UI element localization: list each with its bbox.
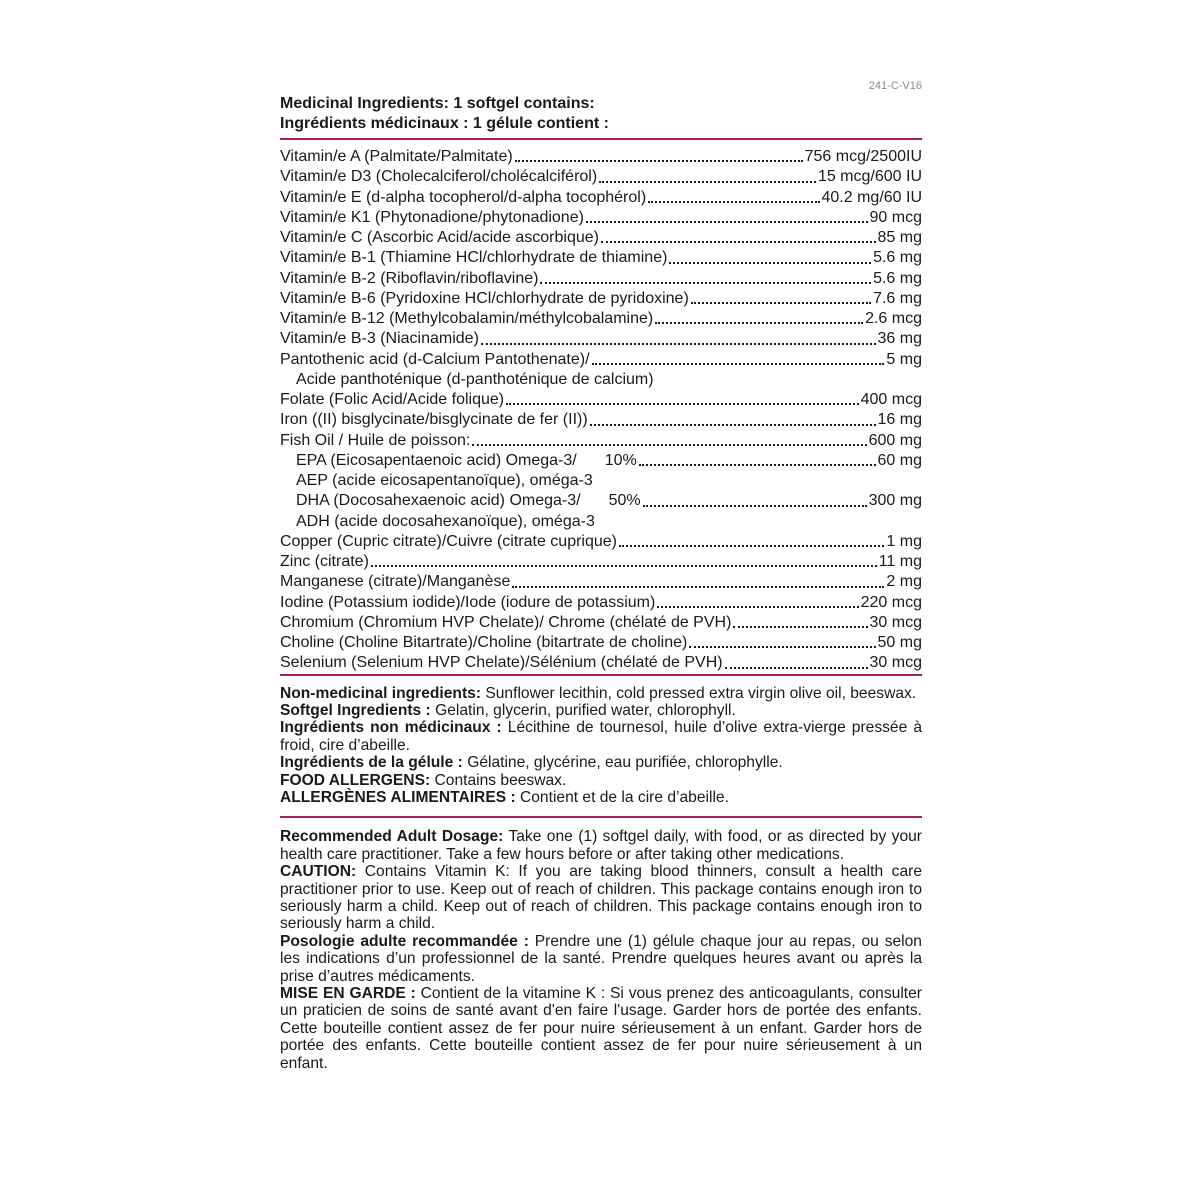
ingredient-amount: 36 mg [877, 330, 922, 348]
ingredient-name: EPA (Eicosapentaenoic acid) Omega-3/ [296, 451, 577, 469]
paragraph [280, 789, 922, 806]
paragraph-text: Sunflower lecithin, cold pressed extra virgin olive oil, beeswax. [485, 684, 917, 702]
dot-leader [619, 545, 884, 547]
ingredient-row [280, 167, 922, 187]
ingredient-row [280, 491, 922, 511]
paragraph [280, 863, 922, 933]
paragraph-text: Gélatine, glycérine, eau purifiée, chlorophylle. [467, 754, 783, 772]
paragraph-text: Contains beeswax. [434, 771, 567, 789]
ingredient-row [280, 188, 922, 208]
paragraph-text: Contient de la vitamine K : Si vous prenez des anticoagulants, consulter un praticien de soins de santé avant d'en faire l'usage. Garder hors de portée des enfants. Cette bouteille contient assez de fer pour nuire sérieusement à un enfant. Garder hors de portée des enfants. Cette bouteille contient assez de fer pour nuire sérieusement à un enfant. [280, 985, 922, 1072]
ingredient-row [280, 572, 922, 592]
ingredient-row [280, 410, 922, 430]
ingredient-name: Iron ((II) bisglycinate/bisglycinate de fer (II)) [280, 411, 588, 429]
ingredient-row [280, 269, 922, 289]
paragraph [280, 754, 922, 771]
dot-leader [657, 606, 858, 608]
ingredient-name: Vitamin/e E (d-alpha tocopherol/d-alpha tocophérol) [280, 188, 647, 206]
paragraph-label: Ingrédients de la gélule : [280, 754, 463, 772]
ingredient-name: Vitamin/e B-12 (Methylcobalamin/méthylcobalamine) [280, 310, 654, 327]
paragraph-label: Recommended Adult Dosage: [280, 828, 504, 846]
ingredient-amount: 220 mcg [860, 593, 922, 611]
dot-leader [515, 160, 803, 162]
paragraph-text: Contains Vitamin K: If you are taking blood thinners, consult a health care practitioner prior to use. Keep out of reach of children. This package contains enough iron to seriously harm a child. Keep out of reach of children. This package contains enough iron to seriously harm a child. [280, 863, 922, 933]
ingredient-name: DHA (Docosahexaenoic acid) Omega-3/ [296, 492, 581, 510]
ingredient-name: Chromium (Chromium HVP Chelate)/ Chrome (chélaté de PVH) [280, 613, 732, 631]
ingredient-row [280, 552, 922, 572]
ingredient-name: Iodine (Potassium iodide)/Iode (iodure de potassium) [280, 593, 656, 611]
paragraph-text: Contient et de la cire d’abeille. [520, 788, 729, 806]
paragraph-label: Non-medicinal ingredients: [280, 684, 482, 702]
paragraph [280, 828, 922, 863]
ingredient-row [280, 593, 922, 613]
ingredient-row [280, 633, 922, 653]
dot-leader [689, 646, 875, 648]
ingredient-row [280, 653, 922, 673]
non-medicinal-section [280, 676, 922, 817]
ingredient-continuation: AEP (acide eicosapentanoïque), oméga-3 [296, 472, 593, 489]
ingredient-name: Fish Oil / Huile de poisson: [280, 431, 471, 449]
ingredient-row [280, 350, 922, 370]
ingredient-row [280, 147, 922, 167]
dot-leader [592, 363, 885, 365]
dot-leader [599, 181, 816, 183]
ingredient-amount: 5.6 mg [873, 269, 922, 287]
dot-leader [691, 302, 871, 304]
ingredient-row [280, 309, 922, 329]
dot-leader [669, 262, 871, 264]
ingredient-name: Vitamin/e C (Ascorbic Acid/acide ascorbique) [280, 229, 599, 246]
ingredient-amount: 756 mcg/2500IU [804, 148, 922, 165]
ingredient-row [280, 208, 922, 228]
ingredient-row [280, 329, 922, 349]
ingredient-amount: 2 mg [886, 573, 922, 591]
ingredient-percent: 10% [604, 451, 637, 469]
ingredient-amount: 16 mg [877, 411, 922, 429]
dot-leader [725, 667, 868, 669]
ingredient-row [280, 451, 922, 471]
medicinal-header-fr: Ingrédients médicinaux : 1 gélule contient : [280, 115, 609, 132]
dot-leader [472, 444, 866, 446]
ingredient-amount: 600 mg [868, 431, 922, 449]
paragraph-label: MISE EN GARDE : [280, 985, 416, 1002]
paragraph [280, 719, 922, 754]
ingredient-row [280, 613, 922, 633]
paragraph-label: CAUTION: [280, 863, 357, 881]
ingredient-amount: 30 mcg [869, 613, 922, 631]
dot-leader [601, 241, 876, 243]
ingredient-name: Manganese (citrate)/Manganèse [280, 573, 511, 591]
ingredient-row [280, 289, 922, 309]
dot-leader [655, 322, 863, 324]
supplement-facts-panel [280, 94, 922, 1072]
dot-leader [733, 626, 867, 628]
paragraph-label: Posologie adulte recommandée : [280, 932, 529, 950]
ingredient-amount: 11 mg [878, 553, 922, 570]
ingredient-name: Vitamin/e B-6 (Pyridoxine HCl/chlorhydrate de pyridoxine) [280, 289, 689, 307]
ingredient-name: Zinc (citrate) [280, 553, 369, 570]
ingredient-amount: 2.6 mcg [865, 310, 922, 327]
ingredient-amount: 50 mg [877, 634, 922, 651]
ingredient-continuation: ADH (acide docosahexanoïque), oméga-3 [296, 512, 595, 530]
ingredient-amount: 5 mg [886, 350, 922, 368]
paragraph-label: FOOD ALLERGENS: [280, 771, 431, 789]
dot-leader [643, 505, 867, 507]
paragraph [280, 933, 922, 985]
ingredient-amount: 1 mg [886, 532, 922, 550]
paragraph-label: ALLERGÈNES ALIMENTAIRES : [280, 788, 516, 806]
ingredient-amount: 15 mcg/600 IU [817, 168, 922, 186]
dot-leader [506, 403, 859, 405]
ingredient-name: Copper (Cupric citrate)/Cuivre (citrate cuprique) [280, 532, 617, 550]
ingredient-amount: 85 mg [877, 229, 922, 246]
dot-leader [586, 221, 868, 223]
ingredient-name: Pantothenic acid (d-Calcium Pantothenate)/ [280, 350, 590, 368]
ingredient-percent: 50% [608, 492, 641, 510]
ingredient-continuation: Acide panthoténique (d-panthoténique de calcium) [296, 370, 654, 388]
ingredient-amount: 60 mg [877, 451, 922, 469]
paragraph-label: Ingrédients non médicinaux : [280, 719, 502, 737]
paragraph [280, 702, 922, 719]
ingredient-name: Vitamin/e D3 (Cholecalciferol/cholécalciférol) [280, 168, 598, 186]
paragraph-text: Lécithine de tournesol, huile d’olive extra-vierge pressée à froid, cire d’abeille. [280, 719, 922, 754]
paragraph-text: Gelatin, glycerin, purified water, chlorophyll. [435, 701, 736, 719]
paragraph-text: Take one (1) softgel daily, with food, or as directed by your health care practitioner. Take a few hours before or after taking other medications. [280, 828, 922, 863]
ingredient-amount: 40.2 mg/60 IU [821, 188, 922, 206]
paragraph-text: Prendre une (1) gélule chaque jour au repas, ou selon les indications d’un professionnel de la santé. Prendre quelques heures avant ou après la prise d’autres médicaments. [280, 932, 922, 985]
paragraph [280, 685, 922, 702]
ingredient-name: Vitamin/e B-1 (Thiamine HCl/chlorhydrate de thiamine) [280, 249, 668, 267]
dot-leader [481, 343, 876, 345]
dot-leader [590, 424, 876, 426]
dosage-section [280, 818, 922, 1072]
ingredient-name: Folate (Folic Acid/Acide folique) [280, 391, 505, 408]
paragraph [280, 772, 922, 789]
dot-leader [648, 201, 819, 203]
ingredient-amount: 5.6 mg [873, 249, 922, 267]
ingredient-name: Vitamin/e K1 (Phytonadione/phytonadione) [280, 208, 584, 226]
medicinal-header-en: Medicinal Ingredients: 1 softgel contains: [280, 95, 595, 112]
ingredient-amount: 30 mcg [869, 654, 922, 672]
ingredient-name: Vitamin/e B-3 (Niacinamide) [280, 330, 479, 348]
ingredient-row [280, 390, 922, 410]
dot-leader [540, 282, 871, 284]
ingredient-amount: 300 mg [868, 492, 922, 510]
ingredient-amount: 90 mcg [869, 208, 922, 226]
label-code: 241-C-V16 [868, 80, 922, 92]
ingredient-name: Choline (Choline Bitartrate)/Choline (bitartrate de choline) [280, 634, 688, 651]
ingredient-amount: 7.6 mg [873, 289, 922, 307]
ingredient-row [280, 248, 922, 268]
medicinal-ingredients-list [280, 140, 922, 674]
ingredient-name: Selenium (Selenium HVP Chelate)/Sélénium (chélaté de PVH) [280, 654, 723, 672]
ingredient-row [280, 532, 922, 552]
dot-leader [512, 586, 884, 588]
ingredient-amount: 400 mcg [860, 391, 922, 408]
ingredient-name: Vitamin/e B-2 (Riboflavin/riboflavine) [280, 269, 539, 287]
paragraph-label: Softgel Ingredients : [280, 701, 431, 719]
ingredient-row [280, 431, 922, 451]
dot-leader [639, 464, 876, 466]
dot-leader [371, 565, 877, 567]
ingredient-row [280, 228, 922, 248]
paragraph [280, 985, 922, 1072]
ingredient-name: Vitamin/e A (Palmitate/Palmitate) [280, 148, 513, 165]
